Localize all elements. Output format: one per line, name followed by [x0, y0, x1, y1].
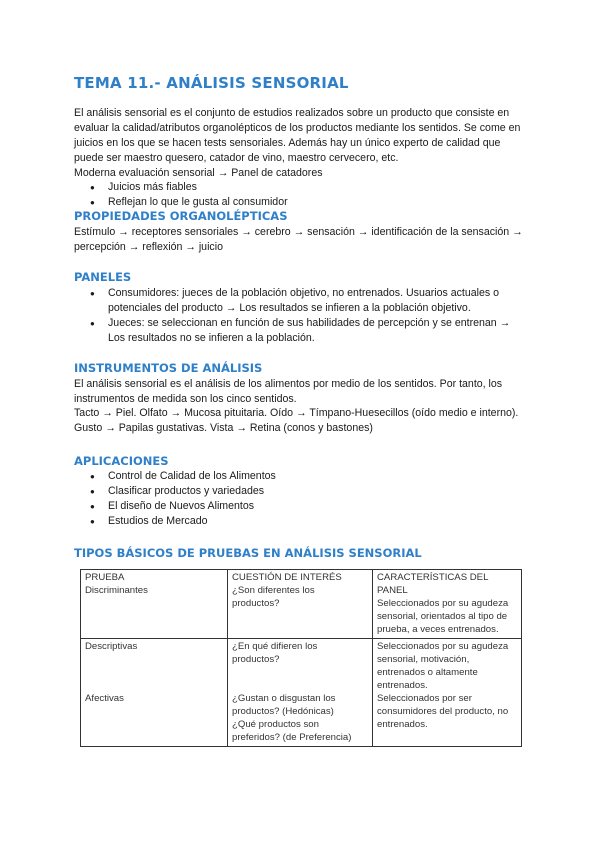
cell-line: prueba, a veces entrenados.: [377, 624, 499, 635]
section-heading-properties: PROPIEDADES ORGANOLÉPTICAS: [74, 209, 288, 223]
modern-evaluation-line: Moderna evaluación sensorial → Panel de catadores: [74, 167, 323, 179]
test-type-afectivas: Afectivas: [85, 693, 124, 704]
table-cell: [373, 639, 522, 747]
list-item: ● Control de Calidad de los Alimentos: [74, 469, 524, 484]
list-item: ● Jueces: se seleccionan en función de sus habilidades de percepción y se entrenan → Los resultados no se infieren a la población.: [74, 316, 524, 346]
cell-line: Seleccionados por su agudeza: [377, 641, 509, 652]
tests-table: [80, 569, 522, 747]
table-cell: [81, 639, 228, 747]
cell-line: entrenados o altamente: [377, 667, 478, 678]
test-type-discriminantes: Discriminantes: [85, 585, 148, 596]
properties-paragraph: Estímulo → receptores sensoriales → cerebro → sensación → identificación de la sensación → percepción → reflexión → juicio: [74, 226, 523, 253]
cell-line: productos?: [232, 598, 280, 609]
list-item: ● El diseño de Nuevos Alimentos: [74, 499, 524, 514]
cell-line: Seleccionados por su agudeza: [377, 598, 509, 609]
cell-line: consumidores del producto, no: [377, 706, 509, 717]
instruments-paragraph-2: Tacto → Piel. Olfato → Mucosa pituitaria. Oído → Tímpano-Huesecillos (oído medio e interno). Gusto → Papilas gustativas. Vista → Retina (conos y bastones): [74, 407, 519, 434]
section-heading-applications: APLICACIONES: [74, 454, 169, 468]
modern-bullets: [74, 180, 524, 210]
header-prueba: PRUEBA: [85, 572, 125, 583]
cell-line: preferidos? (de Preferencia): [232, 732, 352, 743]
list-item: ● Clasificar productos y variedades: [74, 484, 524, 499]
cell-line: ¿Qué productos son: [232, 719, 319, 730]
cell-line: ¿En qué difieren los: [232, 641, 318, 652]
intro-paragraph: El análisis sensorial es el conjunto de estudios realizados sobre un producto que consiste en evaluar la calidad/atributos organolépticos de los productos mediante los sentidos. Se come en juicios en los que se hacen tests sensoriales. Además hay un único experto de calidad que puede ser maestro quesero, catador de vino, maestro cervecero, etc.: [74, 107, 521, 164]
table-cell: [81, 570, 228, 639]
list-item: ● Juicios más fiables: [74, 180, 524, 195]
cell-line: ¿Gustan o disgustan los: [232, 693, 336, 704]
table-cell: [373, 570, 522, 639]
cell-line: productos? (Hedónicas): [232, 706, 334, 717]
section-heading-tests: TIPOS BÁSICOS DE PRUEBAS EN ANÁLISIS SENSORIAL: [74, 546, 422, 560]
cell-line: ¿Son diferentes los: [232, 585, 315, 596]
cell-line: entrenados.: [377, 680, 428, 691]
cell-line: productos?: [232, 654, 280, 665]
table-cell: [228, 570, 373, 639]
table-row: [81, 639, 522, 747]
section-heading-instruments: INSTRUMENTOS DE ANÁLISIS: [74, 361, 263, 375]
page-title: TEMA 11.- ANÁLISIS SENSORIAL: [74, 74, 349, 92]
section-heading-panels: PANELES: [74, 270, 132, 284]
header-cuestion: CUESTIÓN DE INTERÉS: [232, 572, 342, 583]
instruments-paragraph-1: El análisis sensorial es el análisis de los alimentos por medio de los sentidos. Por tanto, los instrumentos de medida son los cinco sentidos.: [74, 378, 503, 405]
table-row: [81, 570, 522, 639]
panels-bullets: [74, 286, 524, 346]
test-type-descriptivas: Descriptivas: [85, 641, 138, 652]
table-cell: [228, 639, 373, 747]
list-item: ● Estudios de Mercado: [74, 514, 524, 529]
cell-line: sensorial, orientados al tipo de: [377, 611, 508, 622]
list-item: ● Consumidores: jueces de la población objetivo, no entrenados. Usuarios actuales o potenciales del producto → Los resultados se infieren a la población objetivo.: [74, 286, 524, 316]
applications-bullets: [74, 469, 524, 529]
header-caracteristicas: CARACTERÍSTICAS DEL PANEL: [377, 572, 489, 596]
cell-line: entrenados.: [377, 719, 428, 730]
cell-line: Seleccionados por ser: [377, 693, 472, 704]
cell-line: sensorial, motivación,: [377, 654, 470, 665]
list-item: ● Reflejan lo que le gusta al consumidor: [74, 195, 524, 210]
